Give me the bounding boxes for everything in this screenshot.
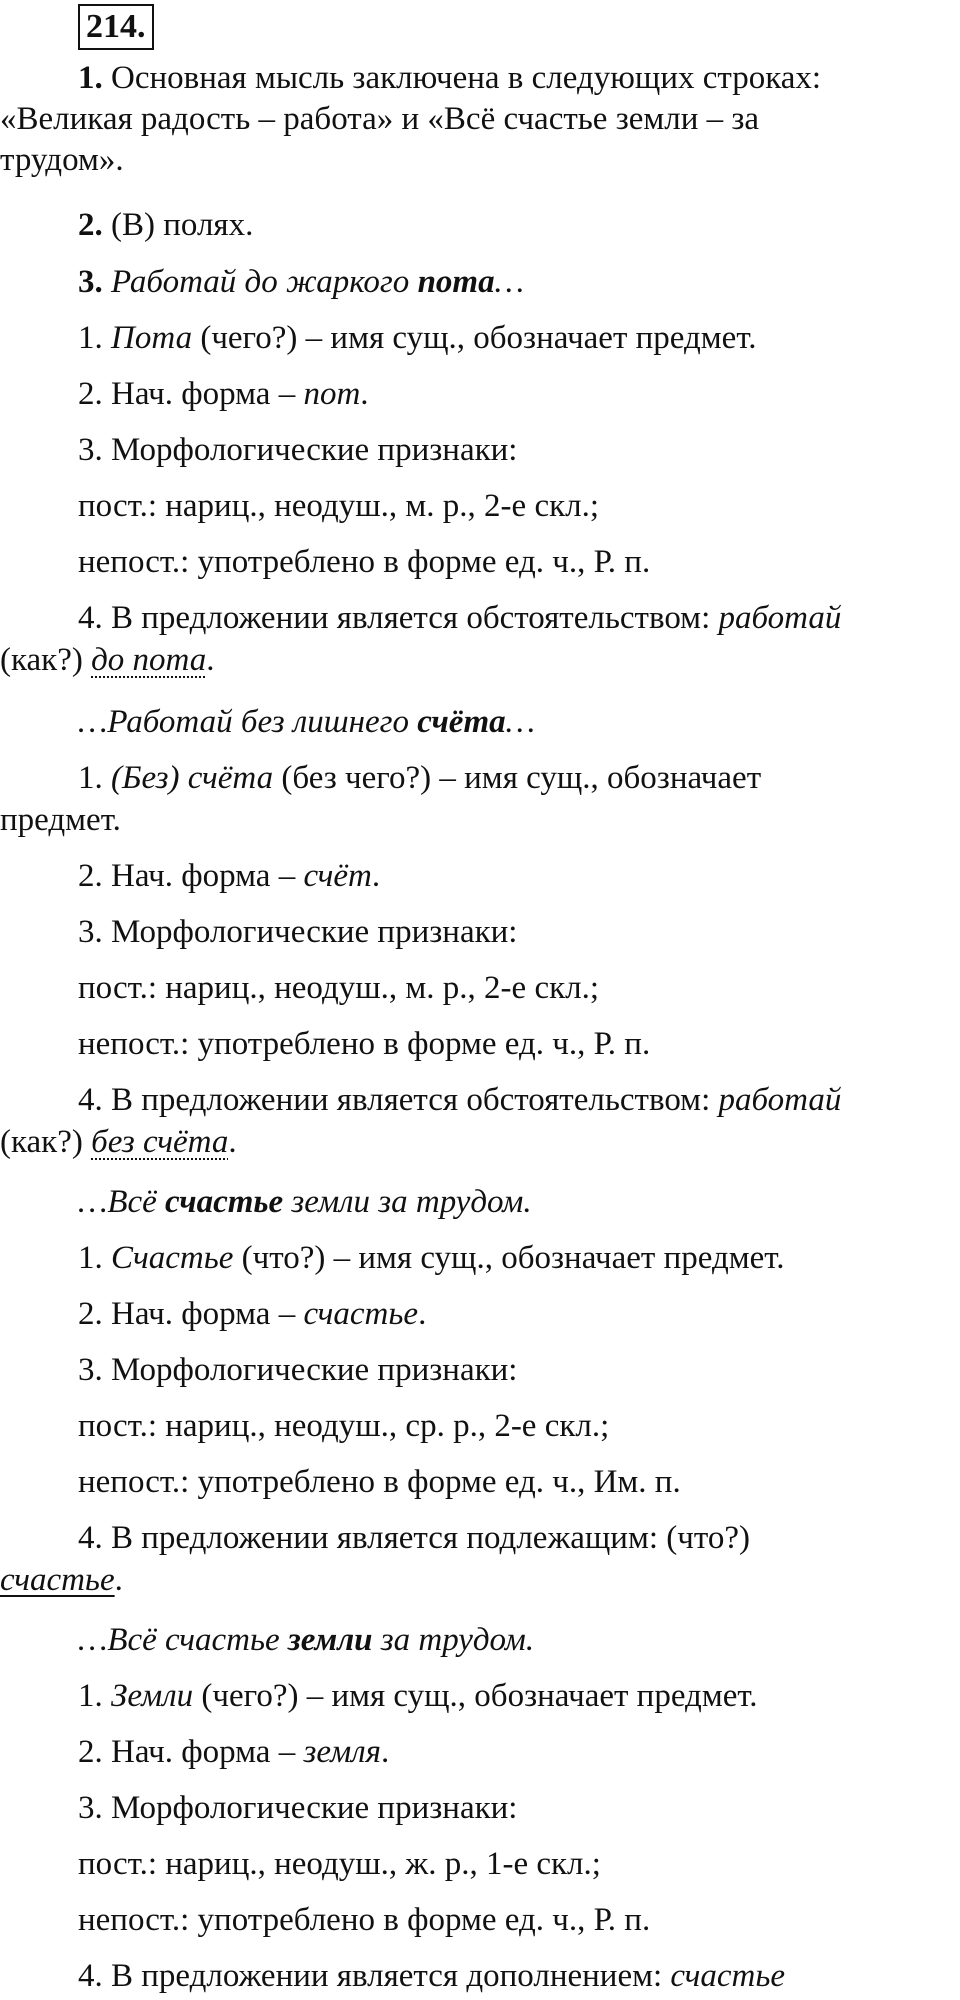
pota-line-5: непост.: употреблено в форме ед. ч., Р. п.	[78, 544, 651, 580]
p1-line-2: «Великая радость – работа» и «Всё счастье земли – за	[0, 101, 760, 137]
scheta-line-6: 4. В предложении является обстоятельством: работай	[78, 1082, 842, 1118]
target-word-scheta: счёта	[417, 704, 506, 740]
p2-line	[78, 205, 253, 245]
underlined-adverbial: до пота	[91, 642, 207, 678]
pota-line-4: пост.: нариц., неодуш., м. р., 2-е скл.;	[78, 488, 600, 524]
target-word-pota: пота	[417, 264, 495, 300]
scheta-line-4: пост.: нариц., неодуш., м. р., 2-е скл.;	[78, 970, 600, 1006]
p1-text-1: Основная мысль заключена в следующих строках:	[102, 60, 822, 96]
schastie-line-4: пост.: нариц., неодуш., ср. р., 2-е скл.;	[78, 1408, 610, 1444]
schastie-line-5: непост.: употреблено в форме ед. ч., Им. п.	[78, 1464, 681, 1500]
schastie-line-6: 4. В предложении является подлежащим: (что?)	[78, 1520, 750, 1556]
p3-heading: 3. Работай до жаркого пота…	[78, 264, 524, 300]
zemli-line-6: 4. В предложении является дополнением: счастье	[78, 1958, 785, 1994]
schastie-line-1: 1. Счастье (что?) – имя сущ., обозначает предмет.	[78, 1240, 785, 1276]
zemli-line-4: пост.: нариц., неодуш., ж. р., 1-е скл.;	[78, 1846, 601, 1882]
zemli-line-3: 3. Морфологические признаки:	[78, 1790, 518, 1826]
schastie-line-2: 2. Нач. форма – счастье.	[78, 1296, 427, 1332]
p1-num: 1.	[78, 60, 103, 96]
zemli-heading: …Всё счастье земли за трудом.	[78, 1622, 535, 1658]
p3-num: 3.	[78, 264, 103, 300]
schastie-line-7: счастье.	[0, 1562, 123, 1598]
target-word-schastie: счастье	[165, 1184, 284, 1220]
scheta-line-3: 3. Морфологические признаки:	[78, 914, 518, 950]
p2-text: (В) полях.	[102, 207, 254, 243]
scheta-line-1-cont: предмет.	[0, 802, 121, 838]
scheta-heading: …Работай без лишнего счёта…	[78, 704, 535, 740]
target-word-zemli: земли	[287, 1622, 373, 1658]
scheta-line-7: (как?) без счёта.	[0, 1124, 237, 1160]
underlined-subject: счастье	[0, 1562, 115, 1598]
pota-line-6: 4. В предложении является обстоятельством: работай	[78, 600, 842, 636]
pota-line-3: 3. Морфологические признаки:	[78, 432, 518, 468]
pota-line-7: (как?) до пота.	[0, 642, 215, 678]
p2-num: 2.	[78, 207, 103, 243]
underlined-adverbial: без счёта	[91, 1124, 229, 1160]
pota-line-1: 1. Пота (чего?) – имя сущ., обозначает предмет.	[78, 320, 757, 356]
pota-line-2: 2. Нач. форма – пот.	[78, 376, 369, 412]
zemli-line-2: 2. Нач. форма – земля.	[78, 1734, 390, 1770]
schastie-heading: …Всё счастье земли за трудом.	[78, 1184, 532, 1220]
schastie-line-3: 3. Морфологические признаки:	[78, 1352, 518, 1388]
zemli-line-1: 1. Земли (чего?) – имя сущ., обозначает предмет.	[78, 1678, 758, 1714]
exercise-number: 214.	[78, 4, 154, 50]
zemli-line-5: непост.: употреблено в форме ед. ч., Р. п.	[78, 1902, 651, 1938]
p1-line-3: трудом».	[0, 142, 124, 178]
p1-line-1	[78, 58, 821, 98]
scheta-line-2: 2. Нач. форма – счёт.	[78, 858, 381, 894]
scheta-line-1: 1. (Без) счёта (без чего?) – имя сущ., обозначает	[78, 760, 762, 796]
scheta-line-5: непост.: употреблено в форме ед. ч., Р. п.	[78, 1026, 651, 1062]
